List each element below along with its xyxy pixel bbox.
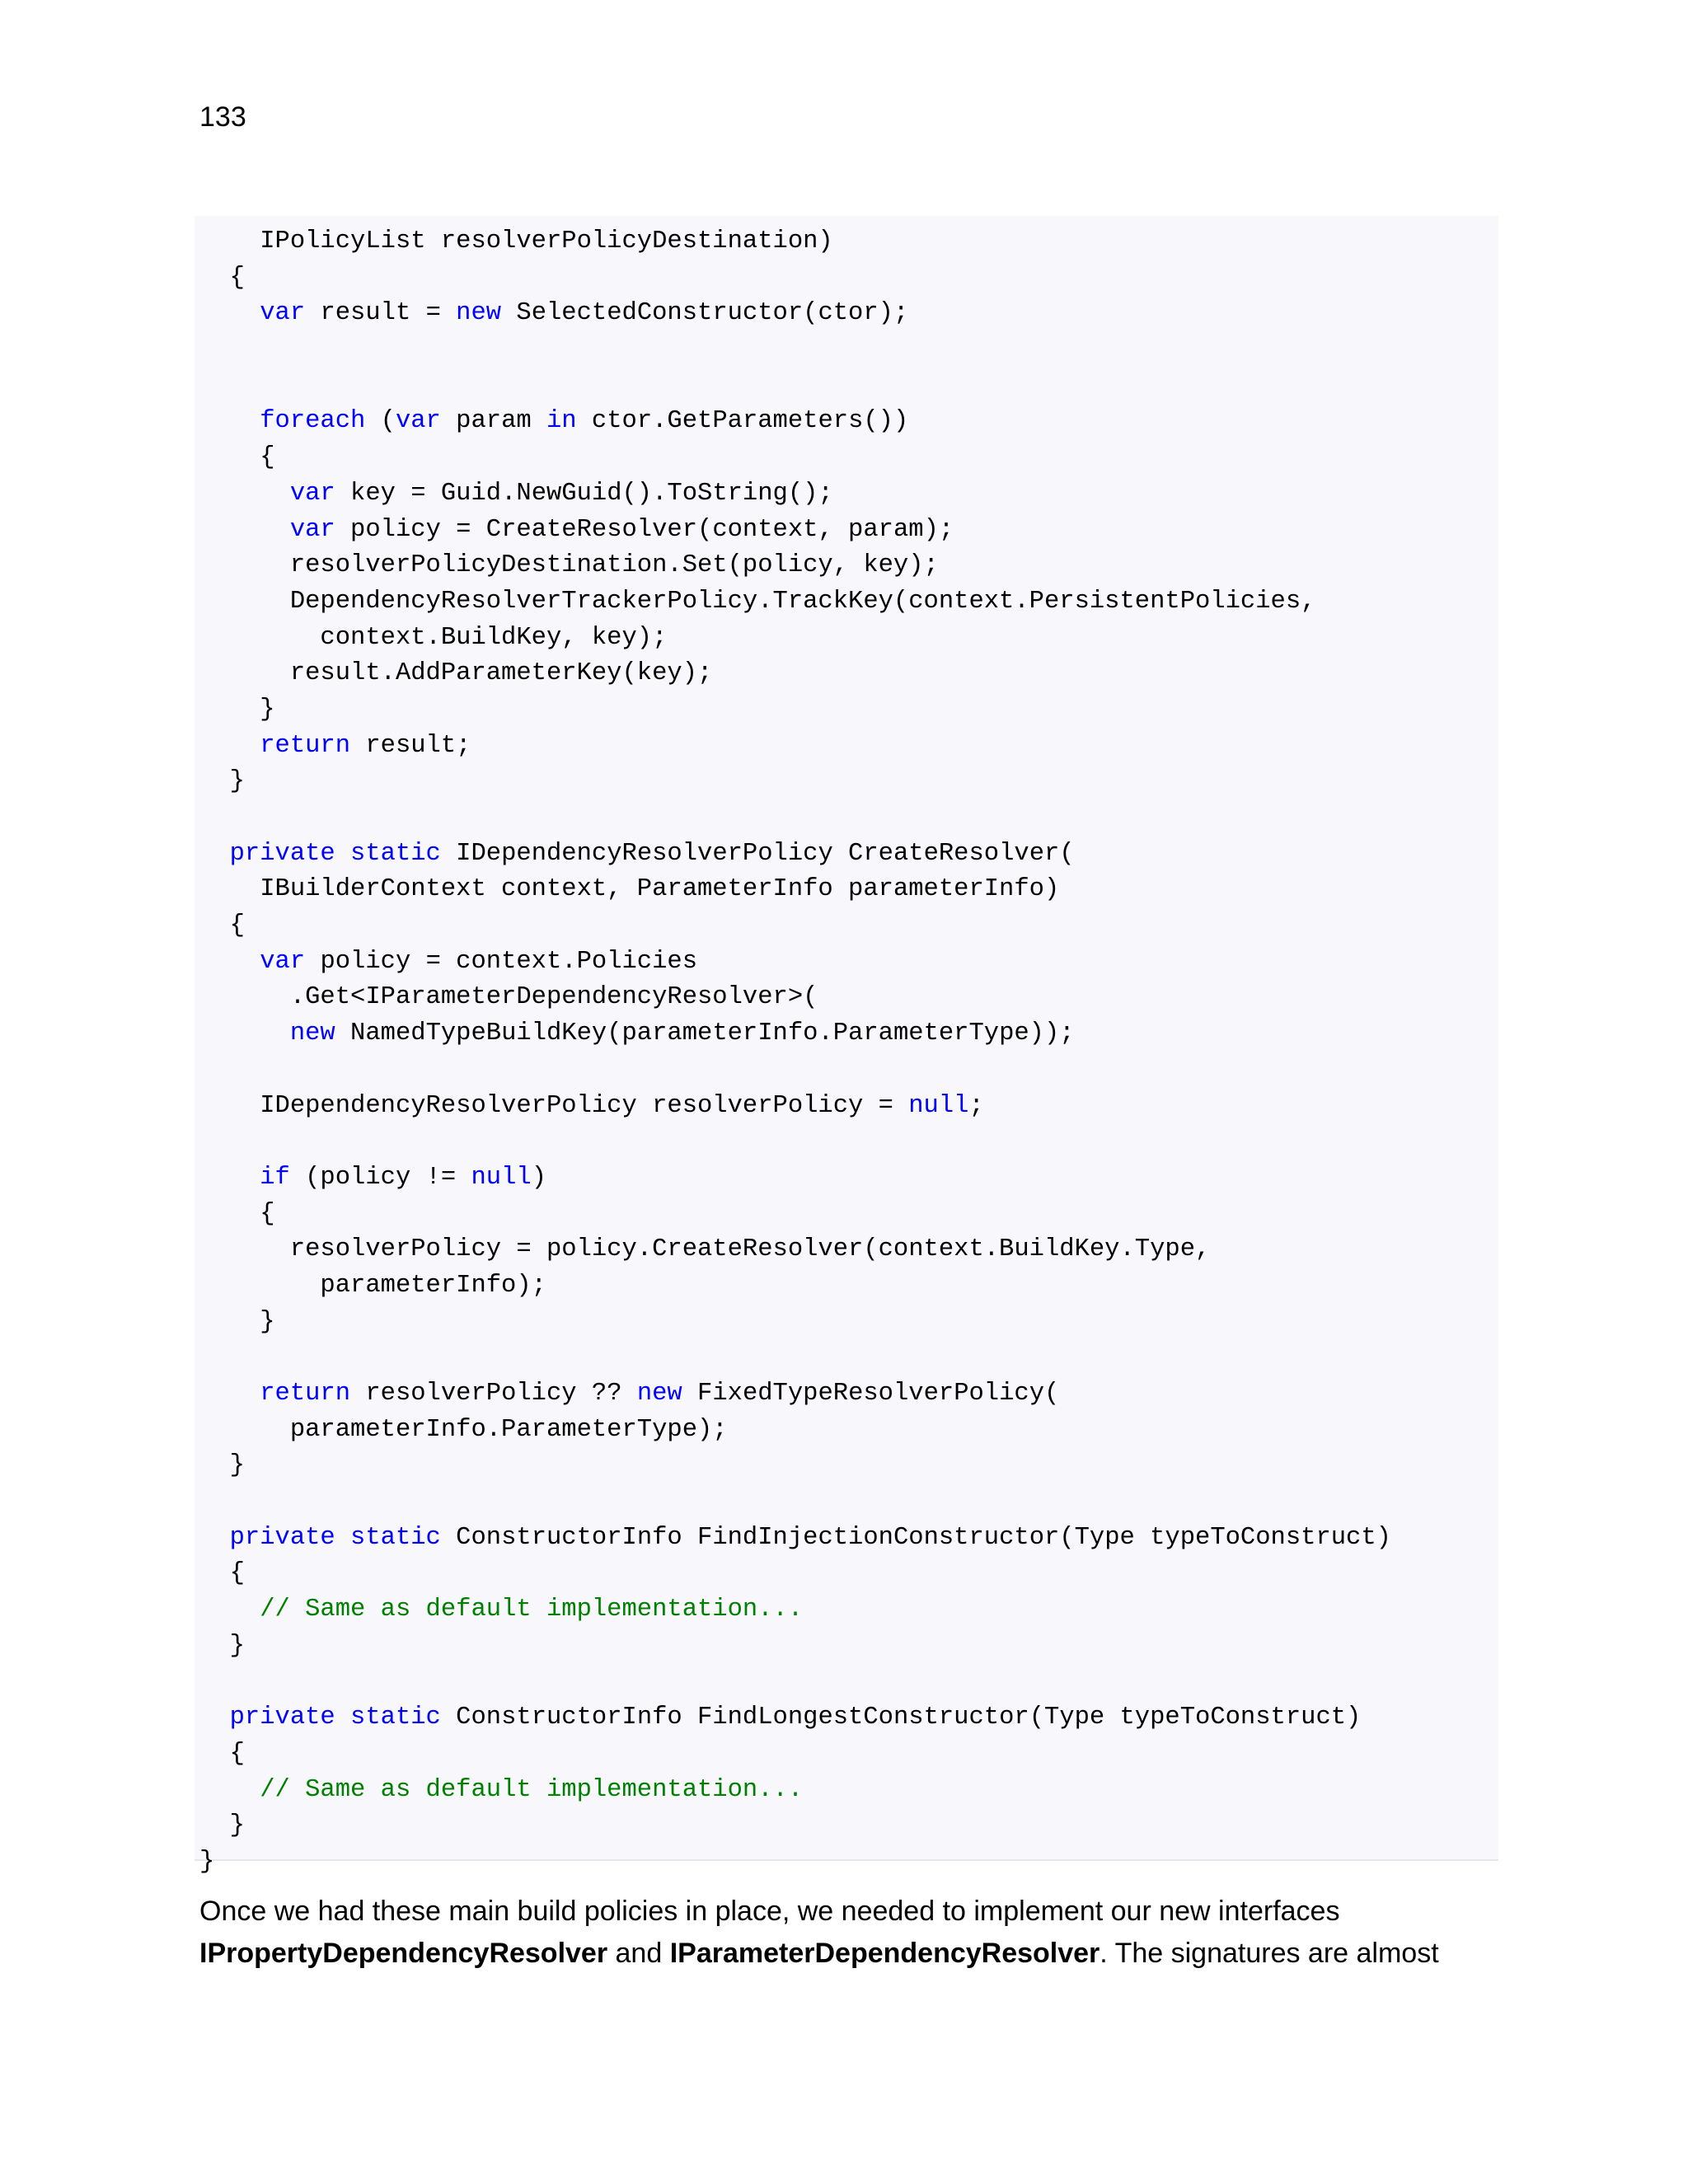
code-text <box>335 1704 350 1732</box>
code-text: { <box>199 912 245 940</box>
code-text: } <box>199 767 245 796</box>
code-line <box>199 368 1391 405</box>
code-text: result; <box>350 731 471 760</box>
code-text: } <box>199 1451 245 1480</box>
interface-name-property: IPropertyDependencyResolver <box>199 1938 608 1969</box>
code-keyword: new <box>636 1380 682 1408</box>
code-text: context.BuildKey, key); <box>199 623 668 652</box>
code-text <box>335 840 350 868</box>
body-line-2-rest: . The signatures are almost <box>1100 1938 1439 1969</box>
code-text: result.AddParameterKey(key); <box>199 659 713 688</box>
code-text: ConstructorInfo FindInjectionConstructor(Type typeToConstruct) <box>440 1523 1391 1552</box>
code-text <box>199 840 230 868</box>
code-keyword: private <box>229 1523 335 1552</box>
code-line <box>199 1232 1391 1268</box>
code-text: } <box>199 1307 275 1336</box>
code-line <box>199 1448 1391 1484</box>
code-text <box>199 1019 290 1047</box>
code-text: key = Guid.NewGuid().ToString(); <box>335 479 833 508</box>
code-keyword: return <box>260 1380 351 1408</box>
code-line <box>199 1556 1391 1592</box>
code-line <box>199 584 1391 621</box>
conjunction: and <box>607 1938 670 1969</box>
code-text <box>199 407 260 435</box>
code-text: ; <box>968 1091 984 1120</box>
code-text: IBuilderContext context, ParameterInfo parameterInfo) <box>199 875 1060 904</box>
code-line <box>199 476 1391 513</box>
code-line <box>199 800 1391 837</box>
code-text <box>199 1164 260 1192</box>
code-keyword: new <box>289 1019 335 1048</box>
code-comment: // Same as default implementation... <box>260 1596 804 1624</box>
code-text <box>199 516 290 544</box>
code-line <box>199 548 1391 584</box>
code-line <box>199 944 1391 981</box>
code-line <box>199 872 1391 908</box>
code-text: IPolicyList resolverPolicyDestination) <box>199 227 833 255</box>
code-line <box>199 980 1391 1016</box>
interface-name-parameter: IParameterDependencyResolver <box>669 1938 1100 1969</box>
code-line <box>199 440 1391 476</box>
code-text: parameterInfo); <box>199 1271 546 1300</box>
code-line <box>199 692 1391 729</box>
code-keyword: var <box>395 407 441 436</box>
code-keyword: static <box>350 1704 441 1732</box>
code-comment: // Same as default implementation... <box>260 1775 804 1804</box>
code-line <box>199 1016 1391 1052</box>
code-keyword: in <box>546 407 577 436</box>
code-text: policy = context.Policies <box>305 947 698 976</box>
code-text: { <box>199 1559 245 1588</box>
code-keyword: static <box>350 839 441 868</box>
code-lines <box>199 224 1391 1881</box>
code-listing <box>195 216 1498 1876</box>
code-text: { <box>199 443 275 472</box>
code-line <box>199 1844 1391 1881</box>
code-text <box>199 480 290 508</box>
code-line <box>199 1665 1391 1701</box>
code-line <box>199 656 1391 692</box>
code-line <box>199 764 1391 800</box>
code-text: } <box>199 1847 215 1876</box>
code-line <box>199 332 1391 368</box>
code-keyword: var <box>289 479 335 508</box>
code-text: resolverPolicy ?? <box>350 1380 637 1408</box>
code-text <box>199 1380 260 1408</box>
code-text: } <box>199 1631 245 1660</box>
code-text: } <box>199 695 275 724</box>
code-line <box>199 621 1391 657</box>
code-text: ( <box>365 407 396 436</box>
code-text: } <box>199 1811 245 1840</box>
code-line <box>199 296 1391 332</box>
code-text: .Get<IParameterDependencyResolver>( <box>199 983 818 1012</box>
code-keyword: var <box>260 299 306 328</box>
code-text: DependencyResolverTrackerPolicy.TrackKey(context.PersistentPolicies, <box>199 587 1316 616</box>
code-line <box>199 1592 1391 1629</box>
code-text: IDependencyResolverPolicy resolverPolicy = <box>199 1091 909 1120</box>
code-text: ) <box>531 1163 546 1192</box>
code-keyword: null <box>471 1163 532 1192</box>
code-line <box>199 513 1391 549</box>
code-text: IDependencyResolverPolicy CreateResolver( <box>440 839 1075 868</box>
code-text: ConstructorInfo FindLongestConstructor(Type typeToConstruct) <box>440 1704 1362 1732</box>
code-line <box>199 1197 1391 1233</box>
code-line <box>199 1484 1391 1521</box>
code-line <box>199 1736 1391 1773</box>
code-text: resolverPolicyDestination.Set(policy, key); <box>199 551 939 580</box>
code-text: resolverPolicy = policy.CreateResolver(context.BuildKey.Type, <box>199 1235 1211 1264</box>
code-text: param <box>440 407 546 436</box>
code-line <box>199 1700 1391 1736</box>
code-text: NamedTypeBuildKey(parameterInfo.ParameterType)); <box>335 1019 1075 1048</box>
code-text <box>199 948 260 976</box>
code-keyword: var <box>289 515 335 544</box>
code-text: FixedTypeResolverPolicy( <box>682 1380 1060 1408</box>
code-line <box>199 1268 1391 1305</box>
code-line <box>199 260 1391 297</box>
code-text: SelectedConstructor(ctor); <box>501 299 909 328</box>
code-text <box>199 299 260 327</box>
code-text <box>199 1524 230 1552</box>
code-keyword: null <box>908 1091 969 1120</box>
code-text: policy = CreateResolver(context, param); <box>335 515 954 544</box>
code-keyword: private <box>229 839 335 868</box>
code-line <box>199 837 1391 873</box>
code-line <box>199 1808 1391 1844</box>
code-keyword: var <box>260 947 306 976</box>
code-text: { <box>199 1739 245 1768</box>
code-text: (policy != <box>289 1163 471 1192</box>
code-keyword: foreach <box>260 407 366 436</box>
code-line <box>199 1773 1391 1809</box>
code-text: parameterInfo.ParameterType); <box>199 1415 728 1444</box>
code-line <box>199 1629 1391 1665</box>
code-line <box>199 1124 1391 1160</box>
code-line <box>199 908 1391 944</box>
code-line <box>199 1160 1391 1197</box>
code-text: { <box>199 1199 275 1228</box>
code-line <box>199 729 1391 765</box>
code-text <box>199 1596 260 1624</box>
code-line <box>199 224 1391 260</box>
code-line <box>199 404 1391 440</box>
code-text: ctor.GetParameters()) <box>576 407 909 436</box>
code-line <box>199 1340 1391 1376</box>
code-line <box>199 1089 1391 1125</box>
code-line <box>199 1413 1391 1449</box>
code-text <box>199 1704 230 1732</box>
code-line <box>199 1521 1391 1557</box>
page-number: 133 <box>199 101 246 133</box>
code-text: { <box>199 263 245 292</box>
body-line-2 <box>199 1933 1518 1975</box>
code-line <box>199 1052 1391 1089</box>
code-keyword: static <box>350 1523 441 1552</box>
code-keyword: new <box>456 299 502 328</box>
code-text <box>335 1524 350 1552</box>
code-line <box>199 1376 1391 1413</box>
code-text: result = <box>305 299 457 328</box>
code-text <box>199 732 260 760</box>
code-keyword: private <box>229 1704 335 1732</box>
code-text <box>199 1776 260 1804</box>
body-line-1: Once we had these main build policies in place, we needed to implement our new interfaces <box>199 1896 1340 1927</box>
code-keyword: return <box>260 731 351 760</box>
code-line <box>199 1305 1391 1341</box>
body-paragraph <box>199 1891 1518 1975</box>
code-keyword: if <box>260 1163 290 1192</box>
